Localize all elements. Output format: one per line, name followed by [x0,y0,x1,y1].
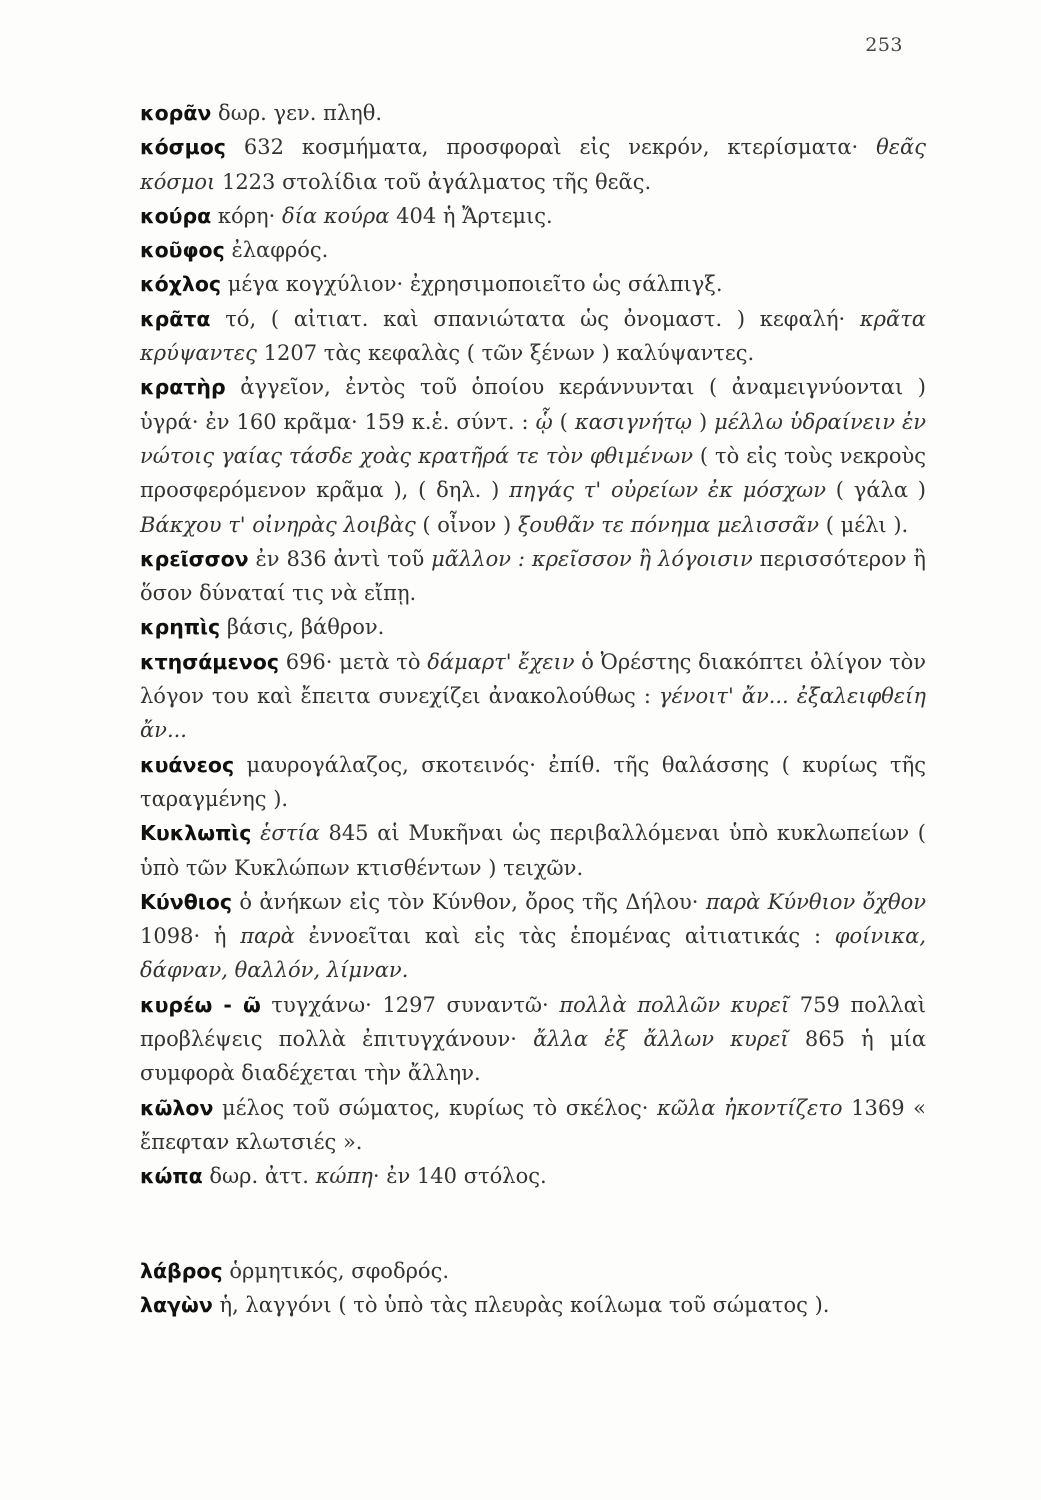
entry-definition: ἐννοεῖται καὶ εἰς τὰς ἑπομένας αἰτιατικάς : [294,924,835,949]
page-number: 253 [865,34,903,56]
entry-definition: ( γάλα ) [826,478,926,503]
entry-headword: κυρέω - ῶ [140,992,261,1017]
entry-definition: μέγα κογχύλιον· ἐχρησιμοποιεῖτο ὡς σάλπιγξ. [221,272,723,297]
entry-definition: τό, ( αἰτιατ. καὶ σπανιώτατα ὡς ὀνομαστ. ) κεφαλή· [210,306,860,331]
entry-definition: ὁ ἀνήκων εἰς τὸν Κύνθον, ὄρος τῆς Δήλου· [232,889,706,914]
entry-headword: λάβρος [140,1258,223,1283]
entry-definition [251,821,260,845]
dictionary-entry [140,199,926,233]
entry-definition: 1223 στολίδια τοῦ ἀγάλματος τῆς θεᾶς. [215,169,652,194]
entry-definition: ( τὸ εἰς τοὺς νεκροὺς προσφερόμενον κρᾶμα ), ( δηλ. ) [140,443,927,503]
entry-definition: ἐν 836 ἀντὶ τοῦ [248,546,432,571]
entry-headword: λαγὼν [140,1292,213,1317]
entry-quotation: πολλὰ πολλῶν κυρεῖ [559,992,790,1017]
entry-headword: Κύνθιος [140,889,232,914]
entry-headword: κυάνεος [140,752,235,777]
entry-quotation: φοίνικα, δάφναν, θαλλόν, λίμναν. [140,924,927,983]
entry-definition: δωρ. ἀττ. [202,1164,316,1189]
entry-headword: κρᾶτα [140,306,211,331]
dictionary-entry [140,1254,926,1288]
dictionary-entry [140,1288,926,1322]
entry-definition: 632 κοσμήματα, προσφοραὶ εἰς νεκρόν, κτερίσματα· [225,135,877,160]
entry-headword: Κυκλωπὶς [140,821,252,846]
entry-definition: ( [552,409,575,434]
entry-headword: κώπα [140,1164,203,1189]
entry-quotation: κώπη [315,1164,373,1189]
dictionary-entry [140,542,926,611]
entry-headword: κόσμος [140,135,226,160]
entry-definition: ὁρμητικός, σφοδρός. [222,1258,450,1283]
dictionary-entry [140,885,926,988]
entry-definition: ἡ, λαγγόνι ( τὸ ὑπὸ τὰς πλευρὰς κοίλωμα τοῦ σώματος ). [212,1292,830,1317]
dictionary-entry [140,96,926,130]
entry-quotation: ἄλλα ἐξ ἄλλων κυρεῖ [533,1027,789,1052]
entry-definition: 696· μετὰ τὸ [279,649,428,674]
entry-quotation: κῶλα ἠκοντίζετο [657,1095,843,1120]
entry-headword: κρεῖσσον [140,546,249,571]
entry-definition: 759 πολλαὶ προβλέψεις πολλὰ ἐπιτυγχάνουν· [140,992,926,1052]
entry-headword: κοῦφος [140,238,225,263]
dictionary-entry [140,610,926,644]
entry-quotation: παρὰ Κύνθιον ὄχθον [705,889,926,914]
dictionary-entry [140,130,926,199]
entry-quotation: πηγάς τ' οὐρείων ἐκ μόσχων [509,478,826,503]
entry-definition: 404 ἡ Ἄρτεμις. [389,203,553,228]
dictionary-entry [140,988,926,1091]
dictionary-entry [140,748,926,817]
dictionary-entries [140,96,926,1322]
entry-definition: 1369 « ἔπεφταν κλωτσιές ». [140,1095,926,1154]
entry-definition: μέλος τοῦ σώματος, κυρίως τὸ σκέλος· [213,1095,658,1120]
entry-definition: ἀγγεῖον, ἐντὸς τοῦ ὁποίου κεράννυνται ( ἀναμειγνύονται ) ὑγρά· ἐν 160 κρᾶμα· 159 κ.ἑ. σύντ. : [140,375,926,434]
dictionary-entry [140,1159,926,1193]
entry-definition: 1098· ἡ [140,924,241,949]
entry-quotation: ξουθᾶν τε πόνημα μελισσᾶν [517,512,820,537]
entry-definition: κόρη· [211,203,282,228]
entry-definition: ὁ Ὀρέστης διακόπτει ὀλίγον τὸν λόγον του καὶ ἔπειτα συνεχίζει ἀνακολούθως : [140,649,927,709]
entry-definition: μαυρογάλαζος, σκοτεινός· ἐπίθ. τῆς θαλάσσης ( κυρίως τῆς ταραγμένης ). [140,752,926,811]
entry-definition: · ἐν 140 στόλος. [372,1164,547,1189]
entry-definition: βάσις, βάθρον. [220,615,385,640]
dictionary-entry [140,370,926,541]
entry-headword: κρηπὶς [140,615,221,640]
entry-definition: δωρ. γεν. πληθ. [211,101,383,125]
dictionary-entry [140,816,926,885]
entry-definition: ( μέλι ). [819,512,909,537]
entry-definition: ἐλαφρός. [224,238,329,263]
entry-quotation: δία κούρα [281,203,390,228]
entry-quotation: μέλλω ὑδραίνειν ἐν νώτοις γαίας τάσδε χοὰς κρατῆρά τε τὸν φθιμένων [140,409,927,468]
entry-definition: περισσότερον ἢ ὅσον δύναταί τις νὰ εἴπῃ. [140,546,926,606]
entry-headword: κτησάμενος [140,649,279,674]
entry-definition: 1207 τὰς κεφαλὰς ( τῶν ξένων ) καλύψαντες. [256,341,755,366]
dictionary-entry [140,302,926,371]
entry-quotation: ᾧ [535,409,553,434]
entry-definition: ( οἶνον ) [415,512,518,537]
entry-quotation: κρᾶτα κρύψαντες [140,306,926,366]
dictionary-entry [140,233,926,267]
entry-definition: 865 ἡ μία συμφορὰ διαδέχεται τὴν ἄλλην. [140,1027,926,1086]
entry-headword: κούρα [140,203,212,228]
entry-headword: κορᾶν [140,101,212,125]
entry-definition: ) [692,409,715,434]
entry-quotation: Βάκχου τ' οἰνηρὰς λοιβὰς [140,512,416,537]
entry-headword: κρατὴρ [140,375,226,400]
dictionary-entry [140,645,926,748]
entry-quotation: ἑστία [260,821,320,846]
entry-quotation: δάμαρτ' ἔχειν [427,649,575,674]
entry-headword: κόχλος [140,272,222,297]
entry-headword: κῶλον [140,1095,214,1120]
dictionary-entry [140,1091,926,1160]
entry-definition: 845 αἱ Μυκῆναι ὡς περιβαλλόμεναι ὑπὸ κυκλωπείων ( ὑπὸ τῶν Κυκλώπων κτισθέντων ) τειχῶν. [140,821,926,880]
entry-quotation: κασιγνήτῳ [574,409,693,434]
entry-quotation: θεᾶς κόσμοι [140,135,926,194]
entry-quotation: παρὰ [240,924,295,949]
entry-quotation: γένοιτ' ἄν... ἐξαλειφθείη ἄν... [140,684,926,743]
entry-definition: τυγχάνω· 1297 συναντῶ· [260,992,560,1017]
dictionary-entry [140,267,926,301]
entry-quotation: μᾶλλον : κρεῖσσον ἢ λόγοισιν [431,546,753,571]
